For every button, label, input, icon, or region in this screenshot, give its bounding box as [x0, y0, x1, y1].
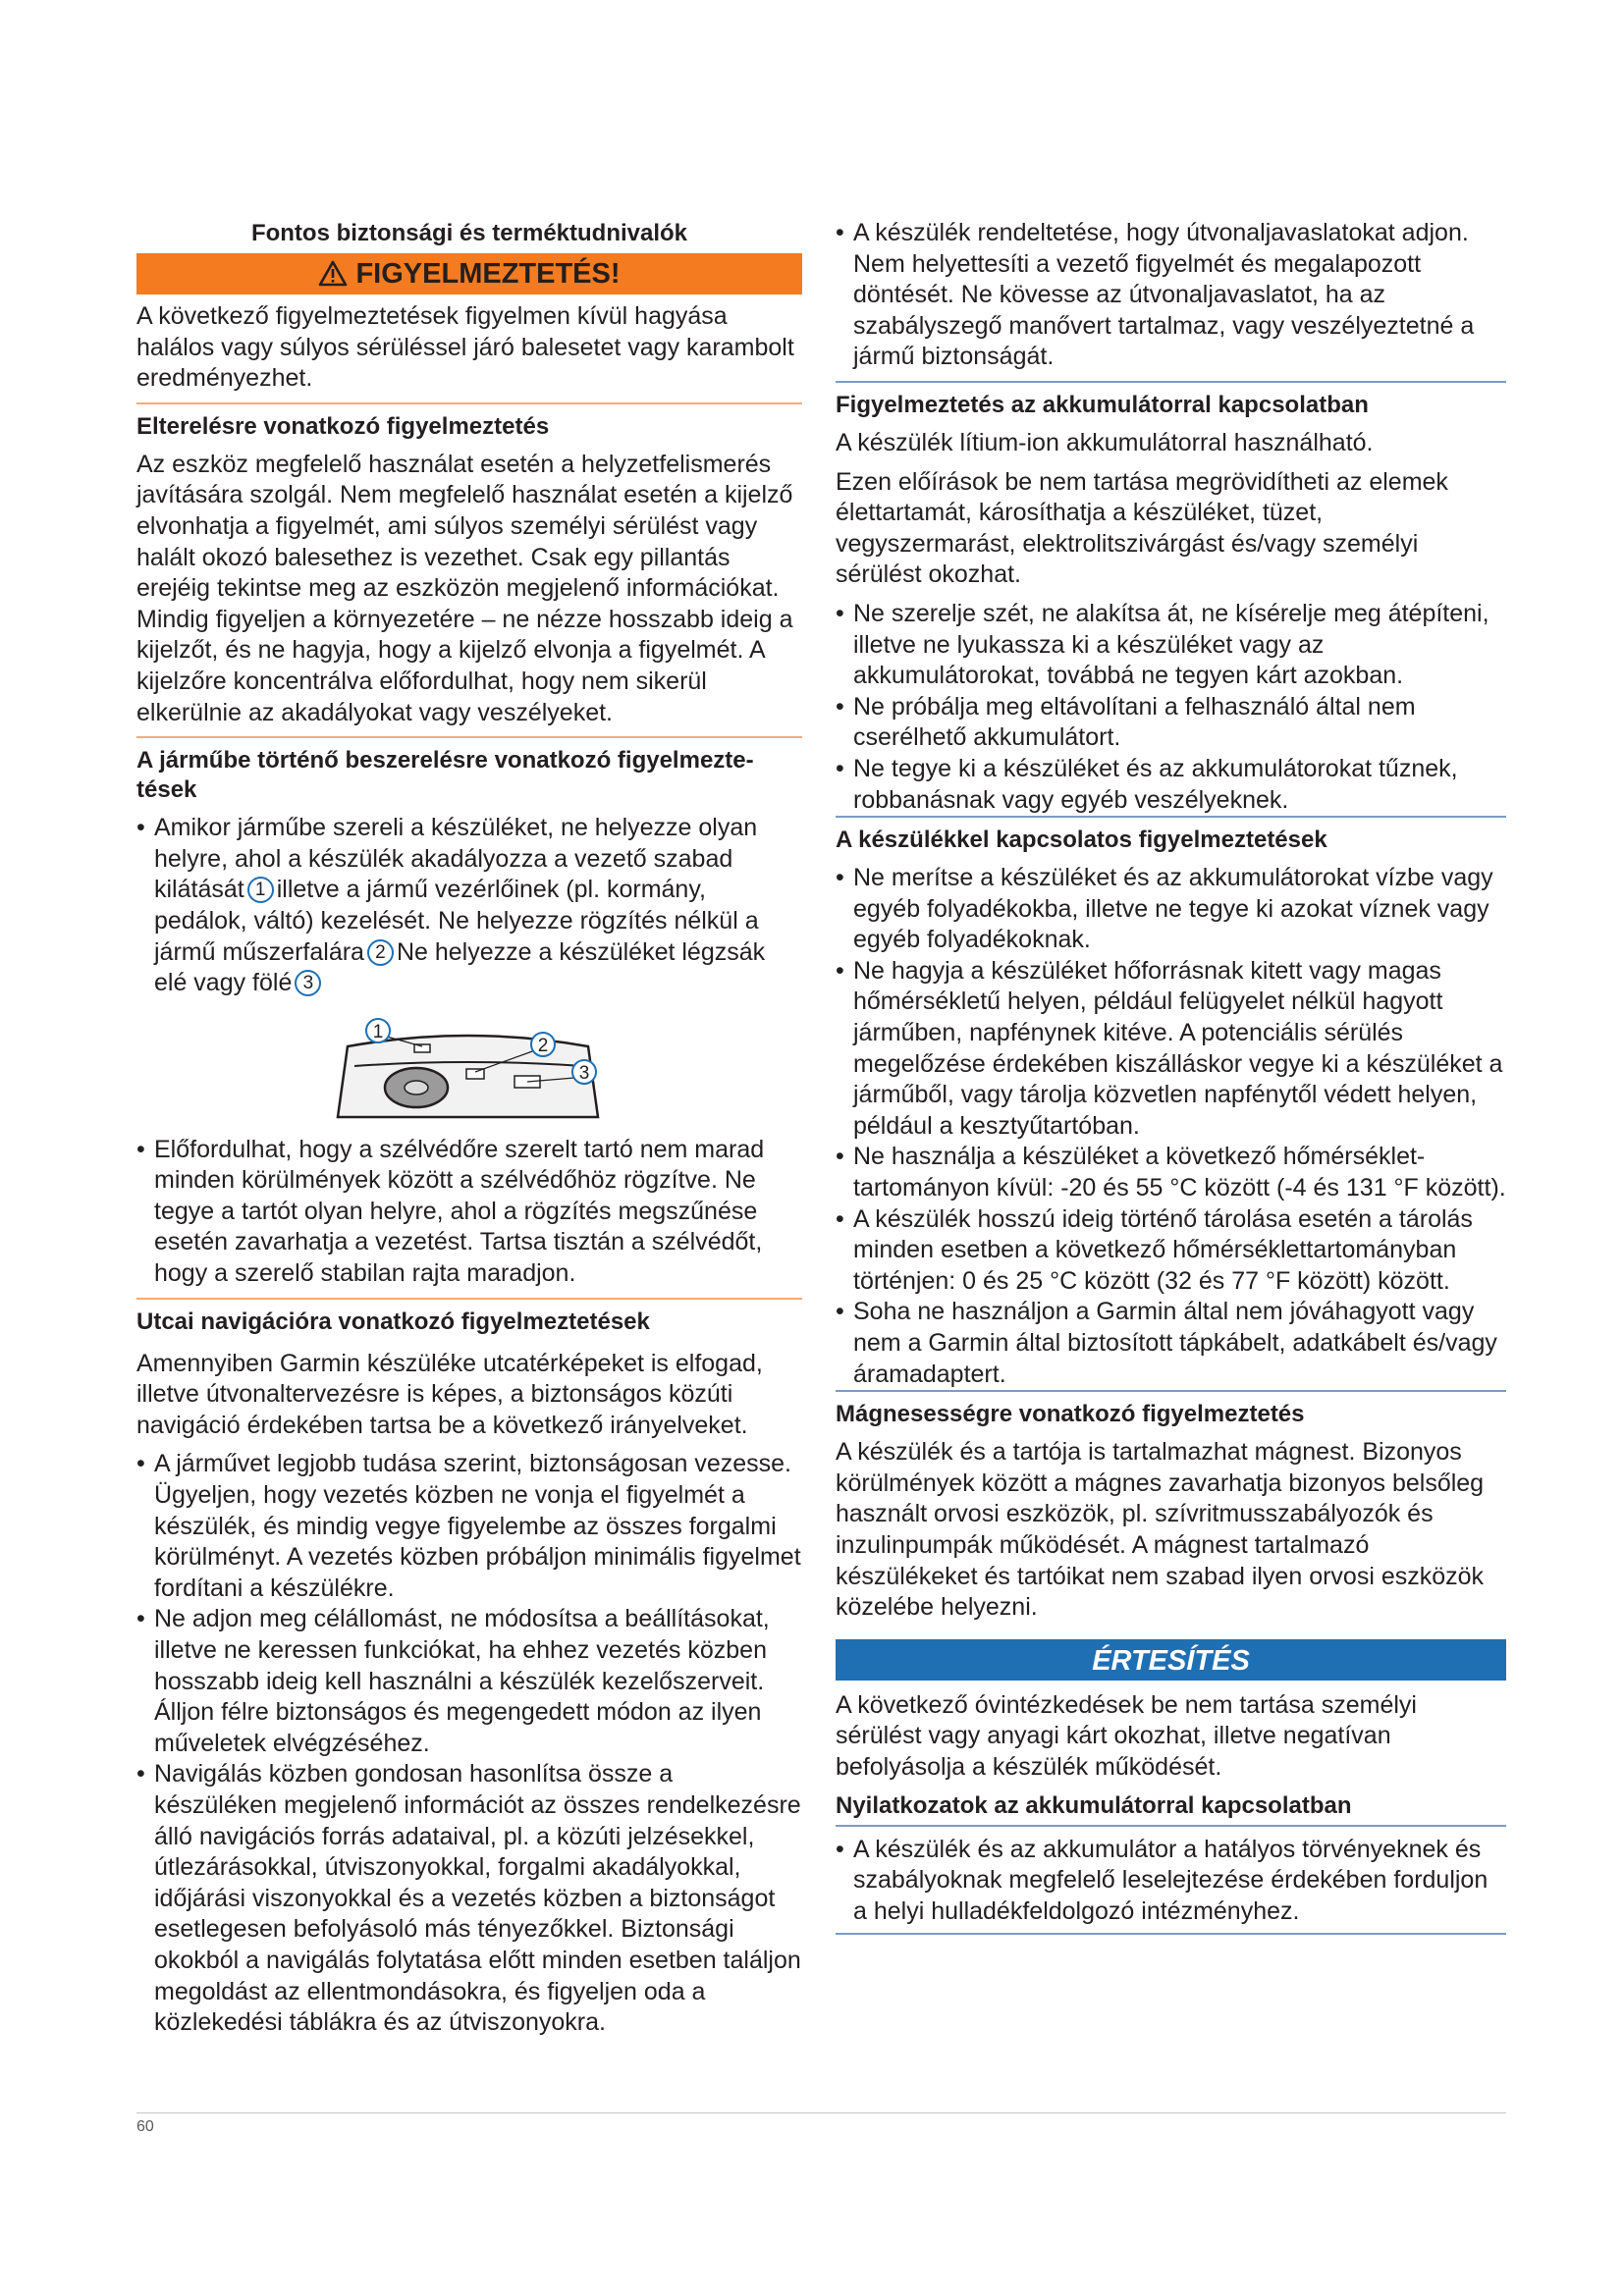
- dashboard-drawing: [136, 1007, 802, 1123]
- device-list: [836, 863, 1506, 1390]
- list-item: • Ne használja a készüléket a következő hőmérséklettartományon kívül: -20 és 55 °C között (-4 és 131 °F között).: [836, 1142, 1506, 1203]
- list-item: • Ne hagyja a készüléket hőforrásnak kitett vagy magas hőmérsékletű helyen, például felügyelet nélkül hagyott járműben, napfénynek kitéve. A potenciális sérülés megelőzése érdekében kiszálláskor vegye ki a készüléket a járműből, vagy tárolja közvetlen napfénytől védett helyen, például a kesztyűtartóban.: [836, 956, 1506, 1143]
- callout-1: 1: [247, 877, 274, 903]
- left-column: [136, 214, 802, 2039]
- warning-intro: A következő figyelmeztetések figyelmen kívül hagyása halálos vagy súlyos sérüléssel járó balesetet vagy karambolt eredményezhet.: [136, 302, 794, 393]
- list-item: • Navigálás közben gondosan hasonlítsa össze a készüléken megjelenő információt az összes rendelkezésre álló navigációs forrás adataival, pl. a közúti jelzésekkel, útlezárásokkal, útviszonyokkal, forgalmi akadályokkal, időjárási viszonyokkal és a vezetés közben a biztonságot esetlegesen befolyásoló más tényezőkkel. Biztonsági okokból a navigálás folytatása előtt minden esetben találjon megoldást az ellentmondásokra, és figyeljen oda a közlekedési táblákra és az útviszonyokra.: [136, 1759, 802, 2038]
- list-item: [136, 813, 802, 999]
- notice-banner: ÉRTESÍTÉS: [836, 1639, 1506, 1681]
- battery-heading: Figyelmeztetés az akkumulátorral kapcsolatban: [836, 381, 1506, 420]
- device-heading: A készülékkel kapcsolatos figyelmeztetések: [836, 816, 1506, 855]
- right-column: [836, 218, 1506, 1935]
- list-item: • Ne próbálja meg eltávolítani a felhasználó által nem cserélhető akkumulátort.: [836, 692, 1506, 754]
- warning-banner-label: FIGYELMEZTETÉS!: [355, 258, 621, 290]
- callout-2: 2: [367, 939, 394, 966]
- list-item: • Ne adjon meg célállomást, ne módosítsa a beállításokat, illetve ne keressen funkciókat, ha ehhez vezetés közben hosszabb ideig kell használni a készülék kezelőszerveit. Álljon félre biztonságos és megengedett módon az ilyen műveletek elvégzéséhez.: [136, 1604, 802, 1759]
- warning-banner: [136, 253, 802, 294]
- list-item: • A készülék és az akkumulátor a hatályos törvényeknek és szabályoknak megfelelő leselejtezése érdekében forduljon a helyi hulladékfeldolgozó intézményhez.: [836, 1835, 1506, 1928]
- callout-3: 3: [295, 970, 321, 996]
- nav-heading: Utcai navigációra vonatkozó figyelmeztetések: [136, 1298, 802, 1337]
- warning-triangle-icon: [318, 260, 348, 287]
- list-item: • A járművet legjobb tudása szerint, biztonságosan vezesse. Ügyeljen, hogy vezetés közben ne vonja el figyelmét a készülék, és mindig vegye figyelembe az összes forgalmi körülményt. A vezetés közben próbáljon minimális figyelmet fordítani a készülékre.: [136, 1449, 802, 1604]
- install-list: [136, 813, 802, 999]
- footer-rule: [136, 2112, 1506, 2113]
- list-item: • Ne szerelje szét, ne alakítsa át, ne kísérelje meg átépíteni, illetve ne lyukassza ki a készüléket vagy az akkumulátorokat, továbbá ne tegyen kárt azokban.: [836, 599, 1506, 692]
- top-list: [836, 218, 1506, 373]
- dashboard-illustration: [136, 1007, 802, 1123]
- list-item: • A készülék rendeltetése, hogy útvonaljavaslatokat adjon. Nem helyettesíti a vezető figyelmét és megalapozott döntését. Ne kövesse az útvonaljavaslatot, ha az szabályszegő manővert tartalmaz, vagy veszélyeztetné a jármű biztonságát.: [836, 218, 1506, 373]
- list-item: • Ne tegye ki a készüléket és az akkumulátorokat tűznek, robbanásnak vagy egyéb veszélyeknek.: [836, 754, 1506, 816]
- distraction-text: Az eszköz megfelelő használat esetén a helyzetfelismerés javítására szolgál. Nem megfelelő használat esetén a kijelző elvonhatja a figyelmét, ami súlyos személyi sérülést vagy halált okozó balesethez is vezethet. Csak egy pillantás erejéig tekintse meg az eszközön megjelenő információkat. Mindig figyeljen a környezetére – ne nézze hosszabb ideig a kijelzőt, és ne hagyja, hogy a kijelző elvonja a figyelmét. A kijelzőre koncentrálva előfordulhat, hogy nem sikerül elkerülnie az akadályokat vagy veszélyeket.: [136, 450, 793, 726]
- install-list-2: [136, 1135, 802, 1290]
- list-item: • A készülék hosszú ideig történő tárolása esetén a tárolás minden esetben a következő hőmérséklettartományban történjen: 0 és 25 °C között (32 és 77 °F között) között.: [836, 1204, 1506, 1298]
- nav-list: [136, 1449, 802, 2038]
- disclaimer-list: [836, 1835, 1506, 1936]
- magnet-heading: Mágnesességre vonatkozó figyelmeztetés: [836, 1390, 1506, 1429]
- section-title: Fontos biztonsági és terméktudnivalók: [250, 220, 688, 246]
- distraction-heading: Elterelésre vonatkozó figyelmeztetés: [136, 402, 802, 442]
- figure-callout-1: 1: [372, 1021, 384, 1042]
- list-item: • Soha ne használjon a Garmin által nem jóváhagyott vagy nem a Garmin által biztosított tápkábelt, adatkábelt és/vagy áramadaptert.: [836, 1297, 1506, 1390]
- list-item: • Ne merítse a készüléket és az akkumulátorokat vízbe vagy egyéb folyadékokba, illetve ne tegye ki azokat víznek vagy egyéb folyadékoknak.: [836, 863, 1506, 956]
- magnet-text: A készülék és a tartója is tartalmazhat mágnest. Bizonyos körülmények között a mágnes zavarhatja bizonyos belsőleg használt orvosi eszközök, pl. szívritmusszabályozók és inzulinpumpák működését. A mágnest tartalmazó készülékeket és tartóikat nem szabad ilyen orvosi eszközök közelébe helyezni.: [836, 1438, 1485, 1622]
- disclaimer-heading: Nyilatkozatok az akkumulátorral kapcsolatban: [836, 1791, 1506, 1827]
- figure-callout-3: 3: [578, 1062, 590, 1084]
- figure-callout-2: 2: [537, 1035, 549, 1056]
- notice-text: A következő óvintézkedések be nem tartása személyi sérülést vagy anyagi kárt okozhat, illetve negatívan befolyásolja a készülék működését.: [836, 1690, 1417, 1781]
- list-item: • Előfordulhat, hogy a szélvédőre szerelt tartó nem marad minden körülmények között a szélvédőhöz rögzítve. Ne tegye a tartót olyan helyre, ahol a rögzítés megszűnése esetén zavarhatja a vezetést. Tartsa tisztán a szélvédőt, hogy a szerelő stabilan rajta maradjon.: [136, 1135, 802, 1290]
- install-text-2: illetve a jármű vezérlőinek (pl. kormány, pedálok, váltó) kezelését. Ne helyezze rögzítés nélkül a jármű műszerfalára: [154, 876, 759, 966]
- page-number: 60: [136, 2118, 154, 2135]
- install-text-3: Ne helyezze a készüléket légzsák elé vagy fölé: [154, 937, 766, 997]
- nav-intro: Amennyiben Garmin készüléke utcatérképeket is elfogad, illetve útvonaltervezésre is képes, a biztonságos közúti navigáció érdekében tartsa be a következő irányelveket.: [136, 1349, 763, 1439]
- battery-p1: A készülék lítium-ion akkumulátorral használható.: [836, 428, 1374, 456]
- battery-p2: Ezen előírások be nem tartása megrövidítheti az elemek élettartamát, károsíthatja a készüléket, tüzet, vegyszermarást, elektrolitszivárgást és/vagy személyi sérülést okozhat.: [836, 467, 1448, 589]
- battery-list: [836, 599, 1506, 816]
- install-text-1: Amikor járműbe szereli a készüléket, ne helyezze olyan helyre, ahol a készülék akadályozza a vezető szabad kilátását: [154, 814, 758, 904]
- install-heading: A járműbe történő beszerelésre vonatkozó figyelmeztetések: [136, 736, 802, 805]
